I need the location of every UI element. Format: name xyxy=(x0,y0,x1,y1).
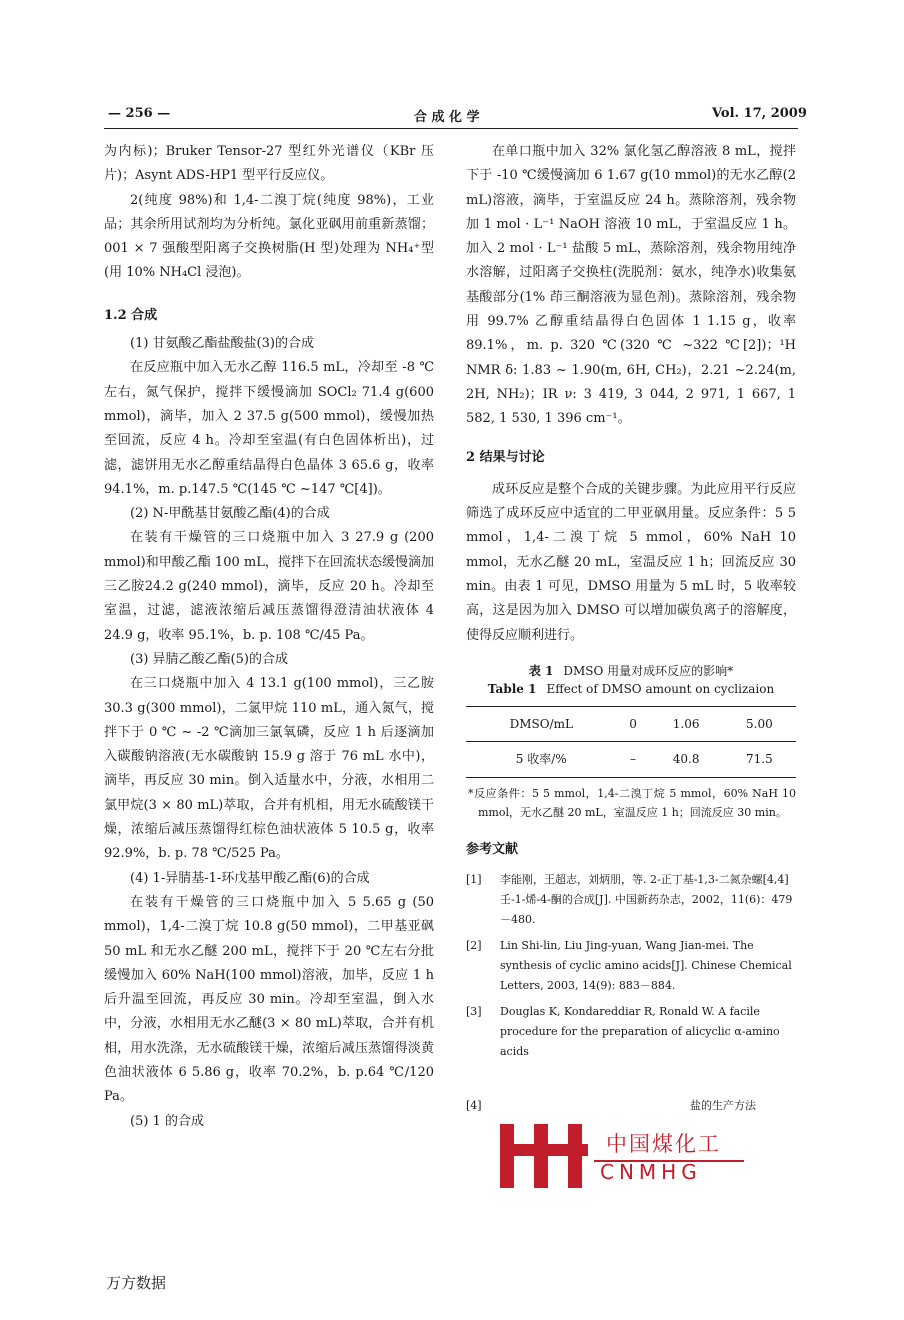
table-note: *反应条件：5 5 mmol，1,4-二溴丁烷 5 mmol，60% NaH 10 mmol，无水乙醚 20 mL，室温反应 1 h；回流反应 30 min。 xyxy=(468,786,796,819)
right-column xyxy=(466,140,796,1122)
reference-item xyxy=(466,936,796,996)
watermark-text-en: CNMHG xyxy=(600,1160,702,1184)
table-header-cell: 0 xyxy=(629,716,637,731)
left-column xyxy=(104,140,434,1134)
paragraph: 在反应瓶中加入无水乙醇 116.5 mL，冷却至 -8 ℃左右，氮气保护，搅拌下缓慢滴加 SOCl₂ 71.4 g(600 mmol)，滴毕，加入 2 37.5 g(500 mmol)，缓慢加热至回流，反应 4 h。冷却至室温(有白色固体析出)，过滤，滤饼用无水乙醇重结晶得白色晶体 3 65.6 g，收率94.1%，m. p.147.5 ℃(145 ℃ ~147 ℃[4])。 xyxy=(104,360,434,497)
section-heading: 1.2 合成 xyxy=(104,307,158,323)
table-caption xyxy=(466,662,796,698)
table-title-cn: DMSO 用量对成环反应的影响* xyxy=(563,663,734,678)
section-heading: 2 结果与讨论 xyxy=(466,449,545,465)
reference-number: [4] xyxy=(466,1098,482,1112)
table-row xyxy=(466,742,796,777)
paragraph: 在装有干燥管的三口烧瓶中加入 3 27.9 g (200 mmol)和甲酸乙酯 100 mL，搅拌下在回流状态缓慢滴加三乙胺24.2 g(240 mmol)，滴毕，反应 20 h。冷却至室温，过滤，滤液浓缩后减压蒸馏得澄清油状液体 4 24.9 g，收率 95.1%，b. p. 108 ℃/45 Pa。 xyxy=(104,530,434,643)
paragraph: 2(纯度 98%)和 1,4-二溴丁烷(纯度 98%)，工业品；其余所用试剂均为分析纯。氯化亚砜用前重新蒸馏；001 × 7 强酸型阳离子交换树脂(H 型)处理为 NH₄⁺型(用 10% NH₄Cl 浸泡)。 xyxy=(104,192,434,281)
reference-number: [1] xyxy=(466,872,482,886)
paragraph: 在单口瓶中加入 32% 氯化氢乙醇溶液 8 mL，搅拌下于 -10 ℃缓慢滴加 6 1.67 g(10 mmol)的无水乙醇(2 mL)溶液，滴毕，于室温反应 24 h。蒸除溶剂，残余物加 1 mol · L⁻¹ NaOH 溶液 10 mL，于室温反应 1 h。加入 2 mol · L⁻¹ 盐酸 5 mL，蒸除溶剂，残余物用纯净水溶解，过阳离子交换柱(洗脱剂：氨水，纯净水)收集氨基酸部分(1% 茚三酮溶液为显色剂)。蒸除溶剂，残余物用 99.7% 乙醇重结晶得白色固体 1 1.15 g，收率 89.1%，m. p. 320 ℃(320 ℃ ~322 ℃[2])；¹H NMR δ: 1.83 ~ 1.90(m, 6H, CH₂)，2.21 ~2.24(m, 2H, NH₂)；IR ν: 3 419, 3 044, 2 971, 1 667, 1 582, 1 530, 1 396 cm⁻¹。 xyxy=(466,144,796,427)
table-label-en: Table 1 xyxy=(487,681,537,696)
subsection-heading: (5) 1 的合成 xyxy=(130,1113,204,1129)
table-header-row xyxy=(466,706,796,741)
reference-text: 盐的生产方法 xyxy=(690,1098,756,1112)
table-label: 表 1 xyxy=(528,663,554,678)
reference-item xyxy=(466,1002,796,1062)
reference-item xyxy=(466,1096,796,1116)
page-number: — 256 — xyxy=(108,106,171,121)
paragraph: 在三口烧瓶中加入 4 13.1 g(100 mmol)，三乙胺 30.3 g(300 mmol)，二氯甲烷 110 mL，通入氮气，搅拌下于 0 ℃ ~ -2 ℃滴加三氯氧磷，反应 1 h 后逐滴加入碳酸钠溶液(无水碳酸钠 15.9 g 溶于 76 mL 水中)，滴毕，再反应 30 min。倒入适量水中，分液，水相用二氯甲烷(3 × 80 mL)萃取，合并有机相，用无水硫酸镁干燥，浓缩后减压蒸馏得红棕色油状液体 5 10.5 g，收率 92.9%，b. p. 78 ℃/525 Pa。 xyxy=(104,676,434,862)
table-cell: – xyxy=(630,752,636,767)
results-table xyxy=(466,706,796,778)
table-cell: 40.8 xyxy=(672,752,700,767)
table-cell: 71.5 xyxy=(746,752,773,767)
journal-title: 合 成 化 学 xyxy=(414,110,480,125)
subsection-heading: (3) 异腈乙酸乙酯(5)的合成 xyxy=(130,651,288,667)
reference-text: Douglas K, Kondareddiar R, Ronald W. A facile procedure for the preparation of alicyclic α-amino acids xyxy=(500,1004,780,1058)
subsection-heading: (1) 甘氨酸乙酯盐酸盐(3)的合成 xyxy=(130,336,314,352)
reference-text: Lin Shi-lin, Liu Jing-yuan, Wang Jian-mei. The synthesis of cyclic amino acids[J]. Chinese Chemical Letters, 2003, 14(9): 883－884. xyxy=(500,938,792,992)
reference-text: 李能刚，王超志，刘炳朋，等. 2-正丁基-1,3-二氮杂螺[4,4]壬-1-烯-4-酮的合成[J]. 中国新药杂志，2002，11(6)：479－480. xyxy=(500,872,793,926)
subsection-heading: (4) 1-异腈基-1-环戊基甲酸乙酯(6)的合成 xyxy=(130,870,370,886)
paragraph: 成环反应是整个合成的关键步骤。为此应用平行反应筛选了成环反应中适宜的二甲亚砜用量。反应条件：5 5 mmol，1,4-二溴丁烷 5 mmol，60% NaH 10 mmol，无水乙醚 20 mL，室温反应 1 h；回流反应 30 min。由表 1 可见，DMSO 用量为 5 mL 时，5 收率较高，这是因为加入 DMSO 可以增加碳负离子的溶解度，使得反应顺利进行。 xyxy=(466,481,796,643)
header-rule xyxy=(104,128,798,129)
table-header-cell: 1.06 xyxy=(672,716,700,731)
reference-item xyxy=(466,870,796,930)
paragraph: 在装有干燥管的三口烧瓶中加入 5 5.65 g (50 mmol)，1,4-二溴丁烷 10.8 g(50 mmol)，二甲基亚砜 50 mL 和无水乙醚 200 mL，搅拌下于 20 ℃左右分批缓慢加入 60% NaH(100 mmol)溶液，加毕，反应 1 h 后升温至回流，再反应 30 min。冷却至室温，倒入水中，分液，水相用无水乙醚(3 × 80 mL)萃取，合并有机相，用水洗涤，无水硫酸镁干燥，浓缩后减压蒸馏得淡黄色油状液体 6 5.86 g，收率 70.2%，b. p.64 ℃/120 Pa。 xyxy=(104,894,434,1105)
table-cell: 5 收率/% xyxy=(515,752,567,767)
table-header-cell: DMSO/mL xyxy=(509,716,573,731)
reference-number: [3] xyxy=(466,1004,482,1018)
table-title-en: Effect of DMSO amount on cyclizaion xyxy=(546,681,775,696)
volume-info: Vol. 17, 2009 xyxy=(712,106,807,121)
watermark-text-cn: 中国煤化工 xyxy=(606,1132,721,1156)
reference-number: [2] xyxy=(466,938,482,952)
paragraph: 为内标)；Bruker Tensor-27 型红外光谱仪（KBr 压片)；Asynt ADS-HP1 型平行反应仪。 xyxy=(104,144,434,184)
references-heading: 参考文献 xyxy=(466,841,519,857)
table-header-cell: 5.00 xyxy=(746,716,773,731)
subsection-heading: (2) N-甲酰基甘氨酸乙酯(4)的合成 xyxy=(130,506,330,522)
footer-text: 万方数据 xyxy=(106,1274,167,1292)
